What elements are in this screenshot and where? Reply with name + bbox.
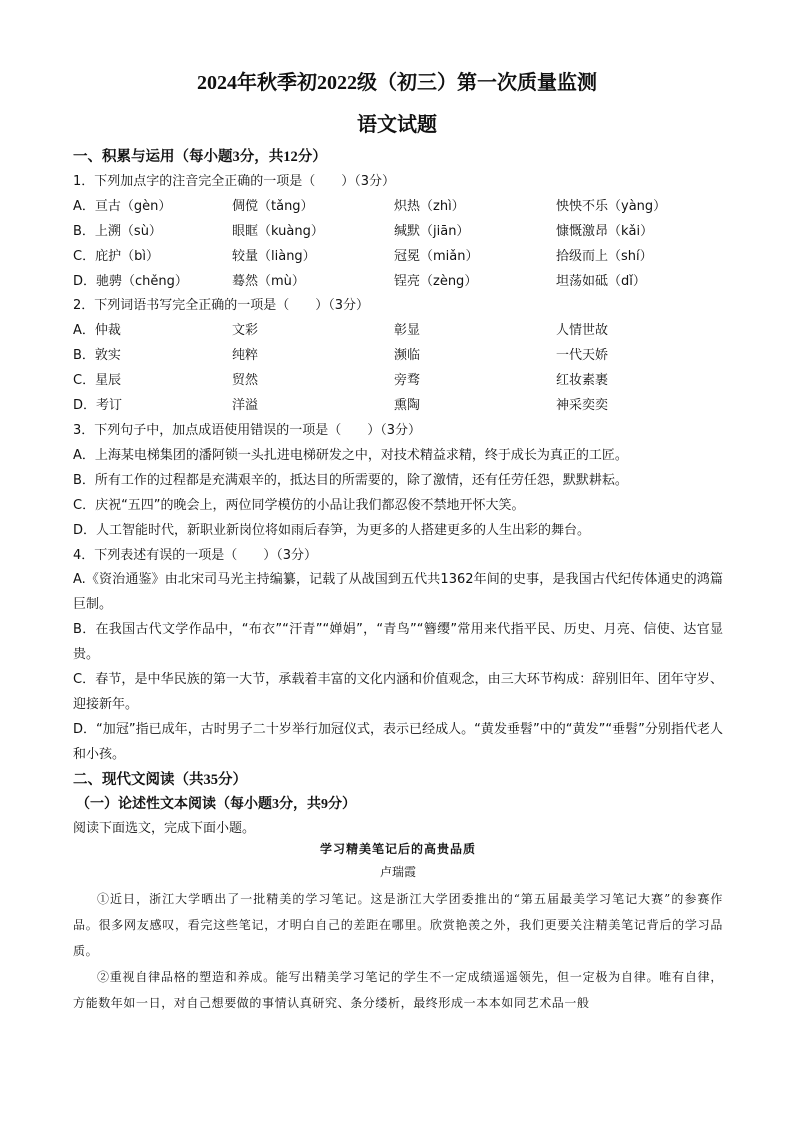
exam-content <box>73 145 723 842</box>
option-row <box>73 270 723 295</box>
option-cell: 慷慨激昂（kǎi） <box>556 223 654 239</box>
option-cell: 炽热（zhì） <box>394 198 465 214</box>
question-1 <box>73 170 723 295</box>
option-row <box>73 344 723 369</box>
option-cell: 眼眶（kuàng） <box>232 223 324 239</box>
article-paragraph: ②重视自律品格的塑造和养成。能写出精美学习笔记的学生不一定成绩遥遥领先，但一定极为自律。唯有自律，方能数年如一日，对自己想要做的事情认真研究、条分缕析，最终形成一本本如同艺术品一般 <box>73 970 723 1010</box>
reading-instruction: 阅读下面选文，完成下面小题。 <box>73 821 256 837</box>
question-stem: 1．下列加点字的注音完全正确的一项是（ ）（3分） <box>73 173 396 189</box>
option-cell: 文彩 <box>232 323 259 339</box>
question-3 <box>73 419 723 544</box>
option-row <box>73 195 723 220</box>
option-row <box>73 245 723 270</box>
option-cell: C．星辰 <box>73 373 122 389</box>
option-text: A．上海某电梯集团的潘阿锁一头扎进电梯研发之中，对技术精益求精，终于成长为真正的工匠。 <box>73 447 628 463</box>
option-cell: 较量（liàng） <box>232 248 316 264</box>
option-cell: D．考订 <box>73 398 123 414</box>
question-stem: 4．下列表述有误的一项是（ ）（3分） <box>73 547 318 563</box>
option-cell: 人情世故 <box>556 323 609 339</box>
option-text: A.《资治通鉴》由北宋司马光主持编纂，记载了从战国到五代共1362年间的史事，是我国古代纪传体通史的鸿篇巨制。 <box>73 572 723 613</box>
option-cell: 彰显 <box>394 323 421 339</box>
article-title: 学习精美笔记后的高贵品质 <box>319 842 476 856</box>
option-cell: 锃亮（zèng） <box>394 273 478 289</box>
option-text: B．所有工作的过程都是充满艰辛的，抵达目的所需要的，除了激情，还有任劳任怨，默默耕耘。 <box>73 472 628 488</box>
option-text: D．“加冠”指已成年，古时男子二十岁举行加冠仪式，表示已经成人。“黄发垂髫”中的“黄发”“垂髫”分别指代老人和小孩。 <box>73 721 723 762</box>
option-cell: 贸然 <box>232 373 259 389</box>
option-row <box>73 369 723 394</box>
option-cell: D．驰骋（chěng） <box>73 273 188 289</box>
option-cell: 倜傥（tǎng） <box>232 198 314 214</box>
option-cell: 纯粹 <box>232 348 259 364</box>
option-cell: 一代天娇 <box>556 348 609 364</box>
question-stem: 3．下列句子中，加点成语使用错误的一项是（ ）（3分） <box>73 422 422 438</box>
option-cell: 熏陶 <box>394 398 421 414</box>
option-row <box>73 319 723 344</box>
reading-article <box>73 838 723 1016</box>
option-cell: 蓦然（mù） <box>232 273 305 289</box>
part2-subheading: （一）论述性文本阅读（每小题3分，共9分） <box>76 796 356 812</box>
option-row <box>73 394 723 419</box>
option-cell: 濒临 <box>394 348 421 364</box>
option-cell: A．亘古（gèn） <box>73 198 172 214</box>
option-cell: 神采奕奕 <box>556 398 609 414</box>
option-cell: 拾级而上（shí） <box>556 248 653 264</box>
option-text: B．在我国古代文学作品中，“布衣”“汗青”“婵娟”，“青鸟”“簪缨”常用来代指平民、历史、月亮、信使、达官显贵。 <box>73 622 723 663</box>
option-cell: 坦荡如砥（dǐ） <box>556 273 646 289</box>
option-cell: C．庇护（bì） <box>73 248 159 264</box>
part1-heading: 一、积累与运用（每小题3分，共12分） <box>73 149 327 165</box>
part2-heading: 二、现代文阅读（共35分） <box>73 771 247 788</box>
option-cell: 洋溢 <box>232 398 259 414</box>
option-cell: 缄默（jiān） <box>394 223 470 239</box>
exam-title: 2024年秋季初2022级（初三）第一次质量监测 <box>197 72 597 94</box>
option-cell: 旁骛 <box>394 373 421 389</box>
article-paragraph: ①近日，浙江大学晒出了一批精美的学习笔记。这是浙江大学团委推出的“第五届最美学习笔记大赛”的参赛作品。很多网友感叹，看完这些笔记，才明白自己的差距在哪里。欣赏艳羡之外，我们更要关注精美笔记背后的学习品质。 <box>73 892 723 958</box>
option-cell: B．上溯（sù） <box>73 223 162 239</box>
option-cell: 红妆素裹 <box>556 373 609 389</box>
question-stem: 2．下列词语书写完全正确的一项是（ ）（3分） <box>73 298 370 314</box>
option-text: C．春节，是中华民族的第一大节，承载着丰富的文化内涵和价值观念，由三大环节构成：辞别旧年、团年守岁、迎接新年。 <box>73 672 723 712</box>
question-2 <box>73 294 723 419</box>
option-cell: 冠冕（miǎn） <box>394 248 479 264</box>
question-4 <box>73 544 723 768</box>
exam-subject-title: 语文试题 <box>357 114 437 136</box>
option-cell: A．仲裁 <box>73 323 121 339</box>
option-cell: 怏怏不乐（yàng） <box>556 198 667 214</box>
option-cell: B．敦实 <box>73 348 121 364</box>
option-text: C．庆祝“五四”的晚会上，两位同学模仿的小品让我们都忍俊不禁地开怀大笑。 <box>73 497 525 513</box>
article-author: 卢瑞霞 <box>379 865 416 879</box>
option-text: D．人工智能时代，新职业新岗位将如雨后春笋，为更多的人搭建更多的人生出彩的舞台。 <box>73 522 591 538</box>
option-row <box>73 220 723 245</box>
